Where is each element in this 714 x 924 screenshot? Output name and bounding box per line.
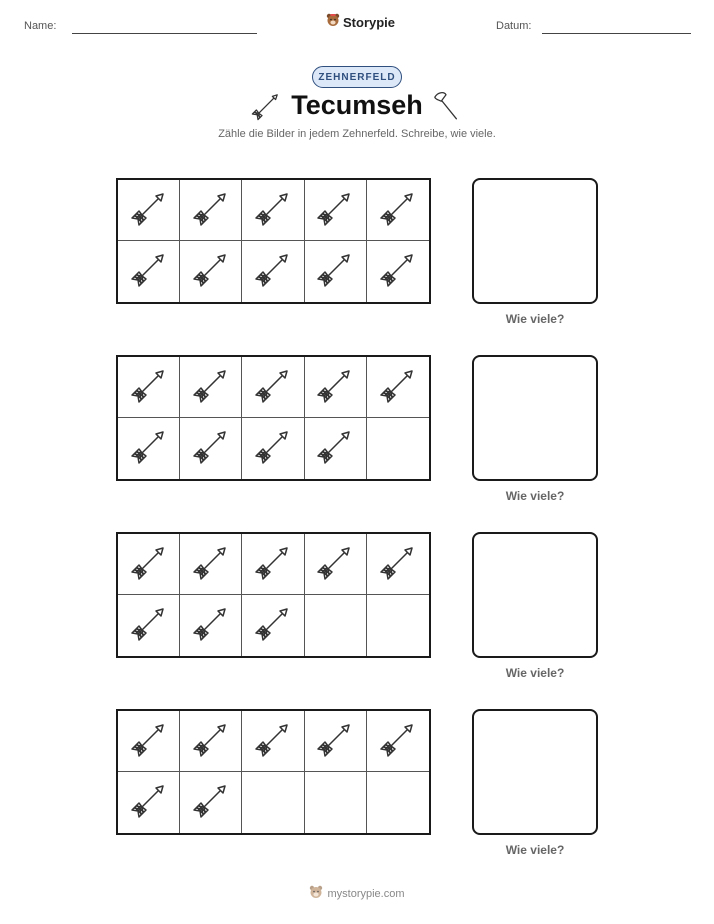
ten-frame-1 (116, 178, 431, 304)
arrow-icon (315, 542, 355, 587)
date-label: Datum: (496, 20, 532, 32)
frame-cell (305, 418, 367, 479)
answer-label-1: Wie viele? (505, 312, 565, 326)
frame-cell (118, 357, 180, 418)
frame-cell (242, 595, 304, 656)
arrow-icon (129, 719, 169, 764)
frame-cell (180, 241, 242, 302)
name-label: Name: (24, 20, 57, 32)
ten-frame-4 (116, 709, 431, 835)
arrow-icon (191, 719, 231, 764)
arrow-icon (191, 542, 231, 587)
frame-cell (180, 772, 242, 833)
frame-cell (180, 595, 242, 656)
answer-label-4: Wie viele? (505, 843, 565, 857)
arrow-icon (129, 365, 169, 410)
frame-cell (242, 418, 304, 479)
arrow-icon (191, 365, 231, 410)
frame-cell (118, 180, 180, 241)
frame-cell (118, 711, 180, 772)
frame-cell (118, 418, 180, 479)
arrow-icon (129, 249, 169, 294)
brand (326, 13, 395, 32)
ten-frame-3 (116, 532, 431, 658)
arrow-icon (191, 780, 231, 825)
footer (0, 885, 714, 902)
frame-cell (305, 180, 367, 241)
answer-box-4[interactable] (472, 709, 598, 835)
frame-cell (242, 711, 304, 772)
frame-cell (242, 772, 304, 833)
frame-cell (180, 418, 242, 479)
answer-box-3[interactable] (472, 532, 598, 658)
arrow-icon (129, 780, 169, 825)
bear-logo-icon (309, 885, 323, 902)
arrow-icon (378, 365, 418, 410)
brand-name: Storypie (343, 15, 396, 30)
arrow-icon (129, 603, 169, 648)
arrow-icon (253, 426, 293, 471)
arrow-icon (253, 719, 293, 764)
axe-icon (430, 90, 462, 127)
frame-cell (118, 241, 180, 302)
worksheet-type-badge: ZEHNERFELD (312, 66, 402, 88)
page-title: Tecumseh (291, 90, 423, 120)
frame-cell (305, 595, 367, 656)
frame-cell (242, 357, 304, 418)
arrow-icon (253, 249, 293, 294)
frame-cell (180, 711, 242, 772)
arrow-icon (253, 603, 293, 648)
arrow-icon (191, 188, 231, 233)
bear-logo-icon (326, 13, 340, 32)
arrow-icon (191, 249, 231, 294)
arrow-icon (378, 542, 418, 587)
frame-cell (367, 534, 429, 595)
frame-cell (118, 534, 180, 595)
arrow-icon (129, 426, 169, 471)
frame-cell (305, 772, 367, 833)
arrow-icon (253, 188, 293, 233)
frame-cell (367, 180, 429, 241)
frame-cell (180, 180, 242, 241)
arrow-icon (191, 426, 231, 471)
frame-cell (305, 534, 367, 595)
arrow-icon (253, 365, 293, 410)
footer-url: mystorypie.com (327, 887, 405, 900)
frame-cell (180, 357, 242, 418)
frame-cell (367, 357, 429, 418)
frame-cell (180, 534, 242, 595)
date-line[interactable] (542, 33, 691, 34)
arrow-icon (129, 542, 169, 587)
arrow-icon (378, 719, 418, 764)
arrow-icon (129, 188, 169, 233)
answer-label-2: Wie viele? (505, 489, 565, 503)
ten-frame-2 (116, 355, 431, 481)
frame-cell (305, 357, 367, 418)
answer-box-2[interactable] (472, 355, 598, 481)
frame-cell (367, 241, 429, 302)
frame-cell (242, 534, 304, 595)
frame-cell (367, 772, 429, 833)
frame-cell (305, 711, 367, 772)
arrow-icon (315, 249, 355, 294)
frame-cell (118, 772, 180, 833)
name-line[interactable] (72, 33, 257, 34)
answer-box-1[interactable] (472, 178, 598, 304)
frame-cell (242, 180, 304, 241)
frame-cell (118, 595, 180, 656)
instructions: Zähle die Bilder in jedem Zehnerfeld. Schreibe, wie viele. (218, 128, 496, 140)
arrow-icon (315, 188, 355, 233)
frame-cell (367, 711, 429, 772)
arrow-icon (191, 603, 231, 648)
arrow-icon (315, 719, 355, 764)
arrow-icon (378, 188, 418, 233)
arrow-icon (253, 542, 293, 587)
frame-cell (367, 418, 429, 479)
arrow-icon (378, 249, 418, 294)
frame-cell (367, 595, 429, 656)
answer-label-3: Wie viele? (505, 666, 565, 680)
frame-cell (305, 241, 367, 302)
frame-cell (242, 241, 304, 302)
arrow-icon (315, 365, 355, 410)
arrow-icon (315, 426, 355, 471)
